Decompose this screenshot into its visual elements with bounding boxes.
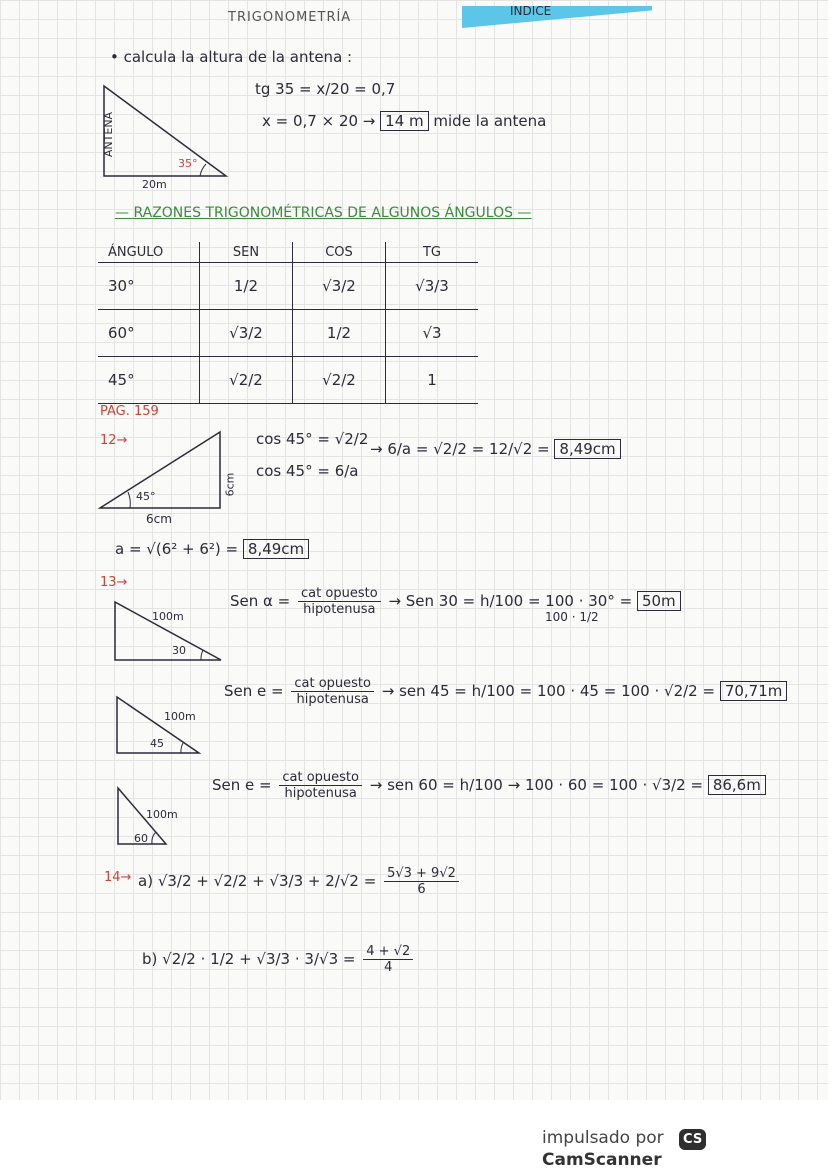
numerator: 4 + √2 — [363, 944, 413, 960]
substitution: → sen 45 = h/100 — [381, 682, 515, 700]
denominator: hipotenusa — [284, 786, 357, 801]
ex13-angle-1: 30 — [172, 644, 186, 657]
numerator: cat opuesto — [279, 770, 362, 786]
index-tab — [462, 6, 652, 28]
part-label: b) — [142, 950, 158, 968]
ex13-hyp-3: 100m — [146, 808, 178, 821]
result: 86,6m — [708, 775, 766, 795]
ex12-angle: 45° — [136, 490, 156, 503]
header-angle: ÁNGULO — [98, 242, 200, 263]
cell: 45° — [98, 357, 200, 404]
trig-table — [98, 242, 478, 404]
denominator: hipotenusa — [296, 692, 369, 707]
section-title: — RAZONES TRIGONOMÉTRICAS DE ALGUNOS ÁNGULOS — — [115, 205, 532, 221]
ex12-check-result: 8,49cm — [243, 539, 309, 559]
result-fraction — [384, 866, 459, 897]
header-cos: COS — [293, 242, 386, 263]
cell: √3/2 — [293, 263, 386, 310]
ex12-check — [115, 540, 309, 558]
ex13-hyp-2: 100m — [164, 710, 196, 723]
denominator: 4 — [384, 960, 393, 975]
lhs: Sen e = — [224, 682, 284, 700]
cell: 1/2 — [200, 263, 293, 310]
antena-angle-label: 35° — [178, 157, 198, 170]
cell: 1/2 — [293, 310, 386, 357]
numerator: cat opuesto — [298, 586, 381, 602]
header-sen: SEN — [200, 242, 293, 263]
result: 50m — [637, 591, 681, 611]
cell: √3 — [386, 310, 479, 357]
ex13-eq-1 — [230, 586, 681, 617]
denominator: hipotenusa — [303, 602, 376, 617]
ex13-angle-3: 60 — [134, 832, 148, 845]
expression: √2/2 · 1/2 + √3/3 · 3/√3 — [162, 950, 339, 968]
ex13-eq-2 — [224, 676, 787, 707]
calculation: = 100 · 45 = 100 · √2/2 = — [519, 682, 716, 700]
ex12-line1: cos 45° = √2/2 — [256, 430, 369, 448]
antena-base-label: 20m — [142, 178, 167, 191]
ex13-label: 13→ — [100, 575, 128, 590]
denominator: 6 — [417, 882, 426, 897]
calculation: → 100 · 60 = 100 · √3/2 = — [507, 776, 704, 794]
ex12-chain — [370, 440, 621, 458]
result: 70,71m — [720, 681, 788, 701]
antena-conclusion: mide la antena — [433, 112, 547, 130]
lhs: Sen e = — [212, 776, 272, 794]
ex14-b: b) √2/2 · 1/2 + √3/3 · 3/√3 = $\frac{4 + √2}{4}$ — [142, 944, 416, 975]
ex12-label: 12→ — [100, 433, 128, 448]
page-reference: PAG. 159 — [100, 404, 159, 419]
table-row — [98, 263, 478, 310]
cell: √2/2 — [293, 357, 386, 404]
ex12-result: 8,49cm — [554, 439, 620, 459]
watermark-brand: CamScanner — [542, 1150, 662, 1170]
ratio-fraction — [291, 676, 374, 707]
antena-side-label: ANTENA — [102, 111, 116, 158]
ex12-line2: cos 45° = 6/a — [256, 462, 359, 480]
result-fraction — [363, 944, 413, 975]
ex13-eq-3 — [212, 770, 766, 801]
index-tab-label: INDICE — [510, 4, 552, 18]
table-header — [98, 242, 478, 263]
camscanner-logo-icon: CS — [679, 1129, 706, 1150]
substitution: → sen 60 = h/100 — [369, 776, 503, 794]
ex12-chain-text: → 6/a = √2/2 = 12/√2 = — [370, 440, 550, 458]
table-row — [98, 357, 478, 404]
antena-line2 — [262, 112, 546, 130]
header-tg: TG — [386, 242, 479, 263]
table-row — [98, 310, 478, 357]
ex12-triangle — [100, 432, 225, 512]
cell: 60° — [98, 310, 200, 357]
cell: √3/2 — [200, 310, 293, 357]
ex14-a: a) √3/2 + √2/2 + √3/3 + 2/√2 = $\frac{5√3 + 9√2}{6}$ — [138, 866, 462, 897]
cell: 30° — [98, 263, 200, 310]
calculation: = 100 · 30° = — [527, 592, 633, 610]
ratio-fraction — [279, 770, 362, 801]
ratio-fraction — [298, 586, 381, 617]
numerator: cat opuesto — [291, 676, 374, 692]
antena-line1: tg 35 = x/20 = 0,7 — [255, 80, 396, 98]
antena-calc: x = 0,7 × 20 → — [262, 112, 376, 130]
ex13-sub-1: 100 · 1/2 — [545, 610, 599, 624]
expression: √3/2 + √2/2 + √3/3 + 2/√2 — [157, 872, 359, 890]
substitution: → Sen 30 = h/100 — [388, 592, 524, 610]
ex12-check-text: a = √(6² + 6²) = — [115, 540, 239, 558]
ex13-hyp-1: 100m — [152, 610, 184, 623]
ex14-label: 14→ — [104, 870, 132, 885]
cell: 1 — [386, 357, 479, 404]
lhs: Sen α = — [230, 592, 291, 610]
ex13-angle-2: 45 — [150, 737, 164, 750]
antena-result: 14 m — [380, 111, 428, 131]
cell: √3/3 — [386, 263, 479, 310]
numerator: 5√3 + 9√2 — [384, 866, 459, 882]
camscanner-watermark — [542, 1128, 828, 1170]
page-title: TRIGONOMETRÍA — [228, 10, 352, 25]
ex12-side: 6cm — [223, 472, 237, 497]
cell: √2/2 — [200, 357, 293, 404]
antena-triangle — [104, 86, 234, 186]
part-label: a) — [138, 872, 154, 890]
watermark-prefix: impulsado por — [542, 1128, 664, 1148]
ex12-base: 6cm — [146, 512, 172, 526]
antena-prompt: • calcula la altura de la antena : — [110, 48, 353, 66]
